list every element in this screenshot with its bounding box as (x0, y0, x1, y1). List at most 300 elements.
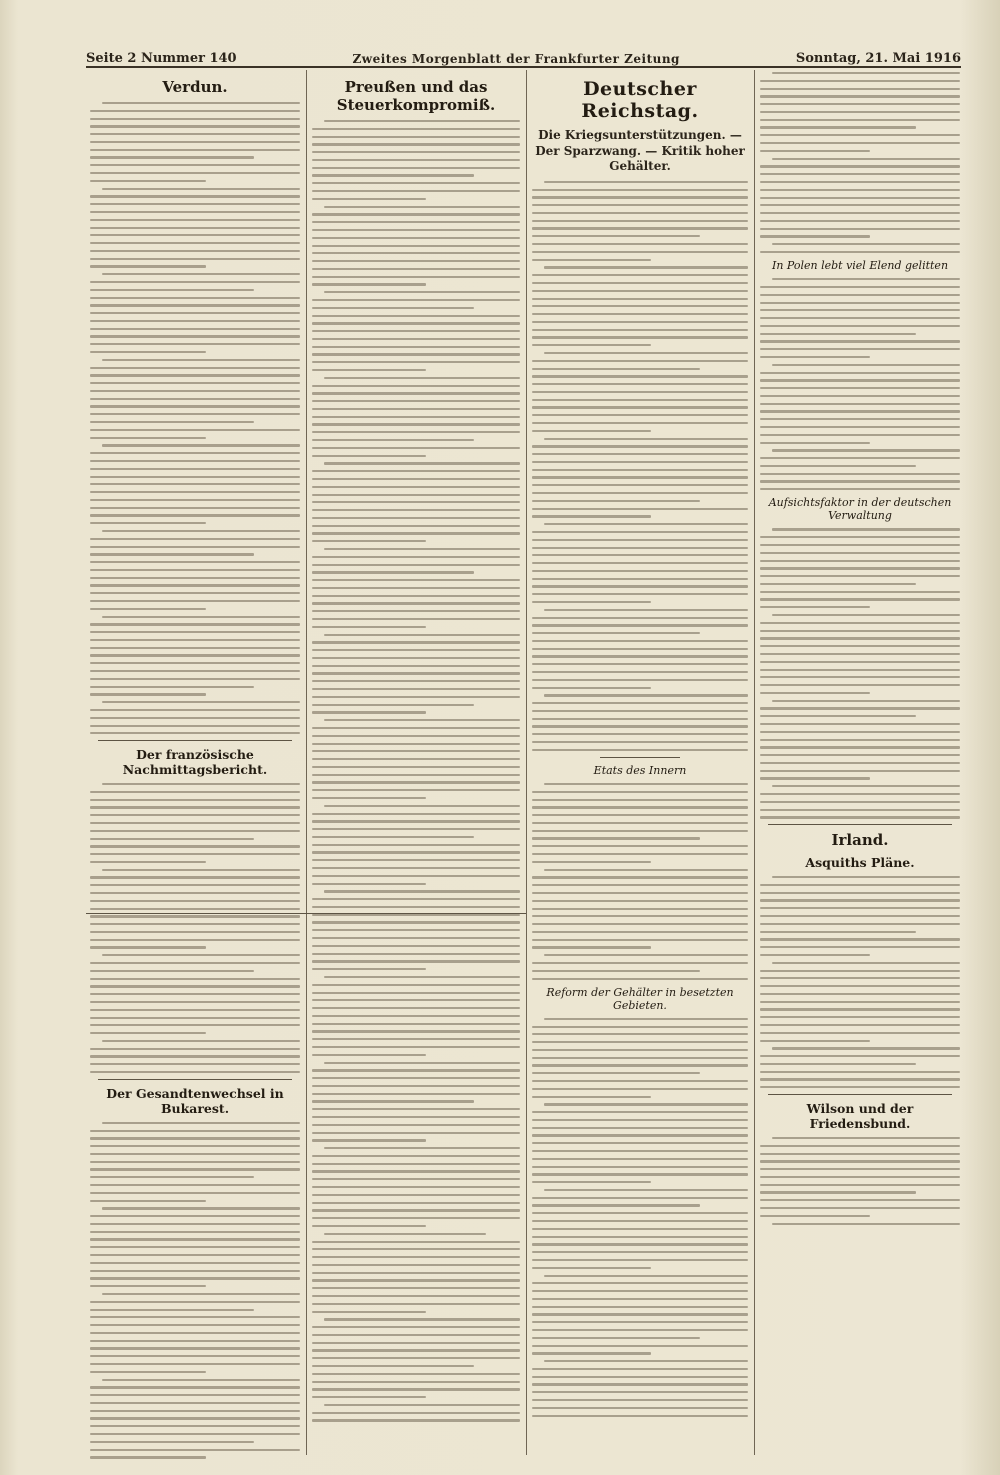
text-line (312, 672, 520, 674)
text-line (312, 704, 474, 706)
text-line (312, 1202, 520, 1204)
headline-preussen: Preußen und das Steuerkompromiß. (336, 78, 496, 114)
text-line (102, 954, 300, 956)
text-line (760, 333, 916, 335)
text-line (532, 1119, 748, 1121)
text-line (312, 338, 520, 340)
text-line (544, 609, 748, 611)
text-line (90, 931, 300, 933)
text-line (90, 1394, 300, 1396)
text-line (544, 523, 748, 525)
text-line (312, 494, 520, 496)
text-line (312, 252, 520, 254)
text-line (532, 1376, 748, 1378)
text-line (760, 189, 960, 191)
text-line (532, 1142, 748, 1144)
text-line (312, 735, 520, 737)
text-line (312, 1303, 520, 1305)
text-line (544, 694, 748, 696)
text-line (312, 353, 520, 355)
text-line (312, 478, 520, 480)
text-line (312, 797, 426, 799)
column-2 (310, 72, 522, 1462)
text-line (760, 809, 960, 811)
text-line (312, 1279, 520, 1281)
text-line (90, 639, 300, 641)
text-line (324, 1147, 520, 1149)
text-line (760, 356, 870, 358)
article-body (532, 783, 748, 980)
text-line (90, 1324, 300, 1326)
text-line (532, 663, 748, 665)
text-line (760, 317, 960, 319)
text-line (102, 1293, 300, 1295)
text-line (90, 398, 300, 400)
text-line (760, 1016, 960, 1018)
text-line (760, 220, 960, 222)
text-line (312, 743, 520, 745)
text-line (760, 80, 960, 82)
text-line (90, 507, 300, 509)
text-line (532, 243, 748, 245)
text-line (532, 687, 651, 689)
text-line (324, 1404, 520, 1406)
text-line (544, 1189, 748, 1191)
text-line (312, 1170, 520, 1172)
text-line (312, 385, 520, 387)
text-line (312, 151, 520, 153)
text-line (532, 329, 748, 331)
text-line (90, 725, 300, 727)
text-line (532, 978, 748, 980)
text-line (90, 1048, 300, 1050)
text-line (760, 1153, 960, 1155)
text-line (312, 820, 520, 822)
text-line (102, 783, 300, 785)
text-line (90, 429, 300, 431)
text-line (90, 1402, 300, 1404)
text-line (312, 1100, 474, 1102)
text-line (102, 273, 300, 275)
text-line (90, 203, 300, 205)
text-line (312, 283, 426, 285)
text-line (90, 1417, 300, 1419)
text-line (772, 962, 960, 964)
text-line (90, 320, 300, 322)
text-line (532, 1321, 748, 1323)
subhead-reform: Reform der Gehälter in besetzten Gebieten. (546, 985, 734, 1012)
text-line (312, 766, 520, 768)
text-line (532, 251, 748, 253)
text-line (532, 422, 748, 424)
text-line (90, 1355, 300, 1357)
text-line (90, 1433, 300, 1435)
text-line (90, 1262, 300, 1264)
text-line (760, 387, 960, 389)
text-line (90, 1231, 300, 1233)
text-line (102, 1207, 300, 1209)
text-line (760, 707, 960, 709)
text-line (760, 251, 960, 253)
text-line (532, 1259, 748, 1261)
text-line (532, 290, 748, 292)
text-line (760, 103, 960, 105)
text-line (532, 1134, 748, 1136)
text-line (90, 304, 300, 306)
text-line (90, 584, 300, 586)
text-line (90, 569, 300, 571)
text-line (90, 1449, 300, 1451)
text-line (90, 141, 300, 143)
text-line (312, 1209, 520, 1211)
text-line (90, 1130, 300, 1132)
text-line (312, 1373, 520, 1375)
text-line (90, 211, 300, 213)
text-line (324, 890, 520, 892)
text-line (532, 915, 748, 917)
text-line (760, 150, 870, 152)
text-line (760, 606, 870, 608)
text-line (760, 1078, 960, 1080)
text-line (90, 1001, 300, 1003)
text-line (90, 1386, 300, 1388)
text-line (312, 1248, 520, 1250)
text-line (90, 180, 206, 182)
text-line (90, 110, 300, 112)
text-line (532, 336, 748, 338)
text-line (90, 367, 300, 369)
text-line (544, 1360, 748, 1362)
text-line (102, 1122, 300, 1124)
text-line (90, 1347, 300, 1349)
text-line (312, 626, 426, 628)
text-line (532, 931, 748, 933)
text-line (532, 453, 748, 455)
text-line (312, 268, 520, 270)
text-line (760, 228, 960, 230)
text-line (312, 1241, 520, 1243)
text-line (90, 312, 300, 314)
text-line (312, 657, 520, 659)
text-line (760, 286, 960, 288)
text-line (90, 421, 254, 423)
text-line (312, 571, 474, 573)
text-line (772, 528, 960, 530)
text-line (532, 1282, 748, 1284)
text-line (312, 727, 520, 729)
text-line (532, 313, 748, 315)
text-line (90, 923, 300, 925)
section-rule (98, 1079, 292, 1080)
text-line (760, 426, 960, 428)
text-line (102, 530, 300, 532)
text-line (760, 970, 960, 972)
text-line (760, 552, 960, 554)
text-line (90, 1410, 300, 1412)
text-line (760, 915, 960, 917)
text-line (90, 993, 300, 995)
text-line (532, 220, 748, 222)
text-line (312, 999, 520, 1001)
text-line (760, 372, 960, 374)
text-line (312, 836, 474, 838)
text-line (760, 1199, 960, 1201)
text-line (324, 120, 520, 122)
text-line (532, 939, 748, 941)
text-line (532, 235, 700, 237)
text-line (90, 1168, 300, 1170)
text-line (90, 297, 300, 299)
text-line (760, 1001, 960, 1003)
text-line (102, 188, 300, 190)
text-line (544, 438, 748, 440)
text-line (324, 291, 520, 293)
text-line (532, 1064, 748, 1066)
text-line (544, 869, 748, 871)
text-line (532, 640, 748, 642)
text-line (312, 898, 520, 900)
text-line (312, 921, 520, 923)
text-line (532, 547, 748, 549)
text-line (312, 260, 520, 262)
text-line (532, 900, 748, 902)
text-line (760, 1086, 960, 1088)
text-line (312, 532, 520, 534)
text-line (532, 391, 748, 393)
text-line (760, 1168, 960, 1170)
text-line (532, 570, 748, 572)
text-line (532, 531, 748, 533)
text-line (90, 814, 300, 816)
text-line (532, 1173, 748, 1175)
text-line (760, 899, 960, 901)
text-line (532, 861, 651, 863)
text-line (312, 174, 474, 176)
text-line (312, 439, 474, 441)
text-line (324, 1318, 520, 1320)
text-line (90, 1176, 254, 1178)
text-line (772, 243, 960, 245)
text-line (312, 423, 520, 425)
text-line (90, 514, 300, 516)
text-line (532, 876, 748, 878)
text-line (760, 630, 960, 632)
text-line (90, 876, 300, 878)
text-line (312, 1412, 520, 1414)
text-line (312, 1046, 520, 1048)
text-line (760, 622, 960, 624)
text-line (312, 906, 520, 908)
text-line (760, 816, 960, 818)
text-line (532, 830, 748, 832)
text-line (90, 437, 206, 439)
text-line (312, 198, 426, 200)
text-line (532, 500, 700, 502)
text-line (90, 1277, 300, 1279)
section-rule (768, 824, 952, 825)
text-line (532, 274, 748, 276)
text-line (312, 501, 520, 503)
text-line (312, 859, 520, 861)
text-line (102, 1379, 300, 1381)
text-line (760, 598, 960, 600)
text-line (312, 1225, 426, 1227)
text-line (324, 719, 520, 721)
text-line (760, 1040, 870, 1042)
text-line (532, 749, 748, 751)
text-line (312, 960, 520, 962)
text-line (90, 1238, 300, 1240)
text-line (312, 1116, 520, 1118)
text-line (90, 1371, 206, 1373)
text-line (760, 993, 960, 995)
text-line (312, 945, 520, 947)
text-line (90, 335, 300, 337)
text-line (532, 484, 748, 486)
text-line (312, 1357, 520, 1359)
text-line (532, 884, 748, 886)
text-line (312, 696, 520, 698)
publication-title: Zweites Morgenblatt der Frankfurter Zeitung (352, 52, 680, 66)
text-line (312, 1163, 520, 1165)
text-line (90, 289, 254, 291)
text-line (90, 468, 300, 470)
text-line (324, 634, 520, 636)
text-line (760, 1191, 916, 1193)
text-line (90, 553, 254, 555)
text-line (90, 164, 300, 166)
headline-reichstag: Deutscher Reichstag. (581, 78, 699, 122)
text-line (532, 383, 748, 385)
text-line (90, 133, 300, 135)
text-line (760, 907, 960, 909)
text-line (90, 538, 300, 540)
text-line (532, 1220, 748, 1222)
text-line (532, 461, 748, 463)
subhead-polen: In Polen lebt viel Elend gelitten (771, 259, 949, 273)
column-rule (306, 70, 307, 1455)
text-line (312, 431, 520, 433)
text-line (760, 1184, 960, 1186)
text-line (312, 992, 520, 994)
text-line (532, 430, 651, 432)
text-line (90, 1137, 300, 1139)
text-line (532, 1228, 748, 1230)
text-line (532, 1391, 748, 1393)
text-line (312, 416, 520, 418)
text-line (760, 95, 960, 97)
text-line (760, 302, 960, 304)
text-line (312, 1007, 520, 1009)
text-line (102, 616, 300, 618)
text-line (532, 585, 748, 587)
text-line (544, 181, 748, 183)
text-line (90, 351, 206, 353)
text-line (90, 1161, 300, 1163)
text-line (760, 946, 960, 948)
text-line (532, 718, 748, 720)
text-line (312, 641, 520, 643)
text-line (312, 875, 520, 877)
text-line (90, 732, 300, 734)
text-line (532, 1072, 700, 1074)
text-line (102, 869, 300, 871)
text-line (532, 227, 748, 229)
text-line (532, 822, 748, 824)
text-line (532, 1337, 700, 1339)
text-line (760, 1207, 960, 1209)
text-line (532, 1251, 748, 1253)
text-line (312, 680, 520, 682)
text-line (532, 368, 700, 370)
text-line (90, 686, 254, 688)
text-line (760, 309, 960, 311)
text-line (532, 946, 651, 948)
text-line (532, 655, 748, 657)
text-line (544, 352, 748, 354)
text-line (312, 1272, 520, 1274)
text-line (90, 1184, 300, 1186)
text-line (312, 1326, 520, 1328)
text-line (532, 1329, 748, 1331)
text-line (532, 970, 700, 972)
text-line (772, 278, 960, 280)
text-line (312, 1334, 520, 1336)
text-line (312, 1108, 520, 1110)
text-line (532, 671, 748, 673)
text-line (760, 754, 960, 756)
text-line (532, 539, 748, 541)
text-line (90, 678, 300, 680)
text-line (760, 1024, 960, 1026)
article-body (760, 528, 960, 818)
text-line (532, 562, 748, 564)
text-line (760, 1032, 960, 1034)
text-line (90, 592, 300, 594)
text-line (90, 830, 300, 832)
text-line (312, 486, 520, 488)
text-line (90, 522, 206, 524)
text-line (772, 614, 960, 616)
text-line (90, 258, 300, 260)
text-line (90, 670, 300, 672)
text-line (90, 1055, 300, 1057)
text-line (772, 1223, 960, 1225)
text-line (312, 408, 520, 410)
text-line (90, 405, 300, 407)
text-line (90, 1285, 206, 1287)
text-line (532, 648, 748, 650)
text-line (90, 265, 206, 267)
text-line (772, 785, 960, 787)
text-line (90, 1332, 300, 1334)
text-line (532, 1158, 748, 1160)
text-line (760, 88, 960, 90)
text-line (312, 1054, 426, 1056)
text-line (90, 118, 300, 120)
article-body (760, 72, 960, 253)
text-line (312, 1194, 520, 1196)
text-line (312, 128, 520, 130)
text-line (312, 392, 520, 394)
text-line (102, 444, 300, 446)
text-line (772, 72, 960, 74)
text-line (90, 1456, 206, 1458)
text-line (312, 984, 520, 986)
text-line (312, 1381, 520, 1383)
text-line (90, 946, 206, 948)
text-line (760, 544, 960, 546)
